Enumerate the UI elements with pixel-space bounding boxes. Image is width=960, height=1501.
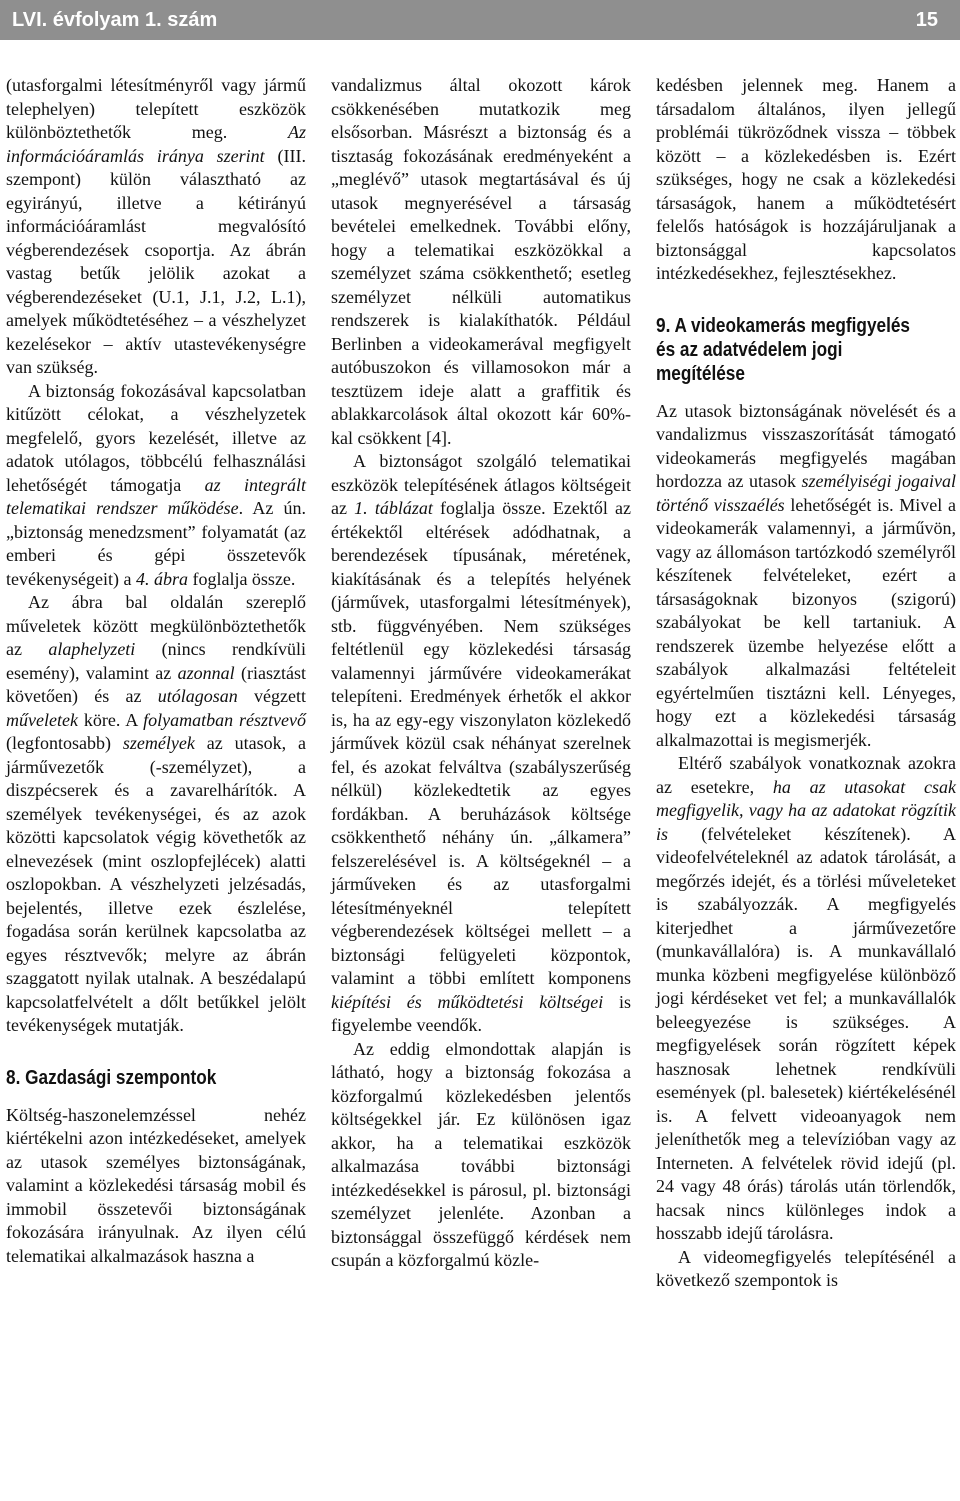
column-1 bbox=[6, 74, 306, 1268]
paragraph: Eltérő szabályok vonatkoznak azokra az esetekre, ha az utasokat csak megfigyelik, vagy ha az adatokat rögzítik is (felvételeket készítenek). A videofelvételeknél az adatok tárolását, a megőrzés idejét, és a törlési műveleteket is szabályozzák. A megfigyelés kiterjedhet a járművezetőre (munkavállalóra) is. A munkavállaló munka közbeni megfigyelése különböző jogi kérdéseket vet fel; a munkavállalók beleegyezése is szükséges. A megfigyelések során rögzített képek hasznosak lehetnek rendkívüli események (pl. balesetek) kiértékelésénél is. A felvett videoanyagok nem jeleníthetők meg a televízióban vagy az Interneten. A felvételek rövid idejű (pl. 24 vagy 48 órás) tárolás után törlendők, hacsak nincs különleges indok a hosszabb idejű tárolásra. bbox=[656, 753, 957, 1243]
page-header bbox=[0, 0, 960, 40]
column-3 bbox=[656, 74, 956, 1293]
paragraph: A biztonság fokozásával kapcsolatban kitűzött célokat, a vészhelyzetek megfelelő, gyors kezelését, illetve az adatok utólagos, többcélú felhasználási lehetőségét támogatja az integrált telematikai rendszer működése. Az ún. „biztonság menedzsment” folyamatát (az emberi és gépi összetevők tevékenységeit) a 4. ábra foglalja össze. bbox=[6, 380, 306, 589]
column-2 bbox=[331, 74, 631, 1273]
volume-label: LVI. évfolyam 1. szám bbox=[12, 9, 218, 31]
paragraph: Költség-haszonelemzéssel nehéz kiértékelni azon intézkedéseket, amelyek az utasok személyes biztonságának, valamint a közlekedési társaság mobil és immobil összetevői biztonságának fokozására irányulnak. Az ilyen célú telematikai alkalmazások haszna a bbox=[6, 1104, 306, 1266]
paragraph: vandalizmus által okozott károk csökkenésében mutatkozik meg elsősorban. Másrészt a biztonság és a tisztaság fokozásának eredményeként a „meglévő” utasok megtartásával és új utasok megnyerésével a társaság bevételei emelkednek. További előny, hogy a telematikai eszközökkal a személyzet száma csökkenthető; esetleg személyzet nélküli automatikus rendszerek is kialakíthatók. Például Berlinben a videokamerával megfigyelt autóbuszokon és villamosokon már a tesztüzem ideje alatt a graffitik és ablakkarcolások által okozott kár 60%-kal csökkent [4]. bbox=[331, 75, 631, 448]
paragraph: Az utasok biztonságának növelését és a vandalizmus visszaszorítását támogató videokamerás megfigyelés magában hordozza az utasok személyiségi jogaival történő visszaélés lehetőségét is. Mivel a videokamerák valamennyi, a járművön, vagy az állomáson tartózkodó személyről készítenek felvételeket, ezért a társaságoknak bizonyos (szigorú) szabályokat be kell tartaniuk. A rendszerek üzembe helyezése előtt a szabályok alkalmazási feltételeit egyértelműen tisztázni kell. Lényeges, hogy ezt a közlekedési társaság alkalmazottai is megismerjék. bbox=[656, 400, 957, 750]
paragraph: Az eddig elmondottak alapján is látható, hogy a biztonság fokozása a közforgalmú közlekedésben jelentős költségekkel jár. Ez különösen igaz akkor, ha a telematikai eszközök alkalmazása további biztonsági intézkedésekkel is párosul, pl. biztonsági személyzet jelenléte. Azonban a biztonsággal összefüggő kérdések nem csupán a közforgalmú közle- bbox=[331, 1038, 631, 1270]
paragraph: A biztonságot szolgáló telematikai eszközök telepítésének átlagos költségeit az 1. táblázat foglalja össze. Ezektől az értékektől eltérések adódhatnak, a berendezések típusának, méretének, kiakításának és a telepítés helyének (járművek, utasforgalmi létesítmények), stb. függvényében. Nem szükséges feltétlenül egy közlekedési társaság valamennyi járművére videokamerákat telepíteni. Eredmények érhetők el akkor is, ha az egy-egy viszonylaton közlekedő járművek közül csak néhányat szerelnek fel, és azokat felváltva (szabályszerűség nélkül) közlekedtetik az egyes fordákban. A beruházások költsége csökkenthető néhány ún. „álkamera” felszerelésével is. A költségeknél – a járműveken és az utasforgalmi létesítményeknél telepített végberendezések költségei mellett – a biztonsági felügyeleti központok, valamint a többi említett komponens kiépítési és működtetési költségei is figyelembe veendők. bbox=[331, 451, 631, 1035]
page-number: 15 bbox=[915, 9, 938, 31]
paragraph: (utasforgalmi létesítményről vagy jármű telephelyen) telepített eszközök különböztethetők meg. Az információáramlás iránya szerint (III. szempont) külön választható az egyirányú, illetve a kétirányú információáramlást megvalósító végberendezések csoportja. Az ábrán vastag betűk jelölik azokat a végberendezéseket (U.1, J.1, J.2, L.1), amelyek működtetéséhez – a vészhelyzet kezelésekor – aktív utastevékenységre van szükség. bbox=[6, 75, 306, 377]
paragraph: A videomegfigyelés telepítésénél a következő szempontok is bbox=[656, 1246, 956, 1290]
section-heading-8: 8. Gazdasági szempontok bbox=[6, 1066, 217, 1089]
section-heading-9: 9. A videokamerás megfigyelés és az adatvédelem jogi megítélése bbox=[656, 314, 910, 385]
paragraph: Az ábra bal oldalán szereplő műveletek között megkülönböztethetők az alaphelyzeti (nincs rendkívüli esemény), valamint az azonnal (riasztást követően) és az utólagosan végzett műveletek köre. A folyamatban résztvevő (legfontosabb) személyek az utasok, a járművezetők (-személyzet), a diszpécserek és a zavarelhárítók. A személyek tevékenységei, és az azok közötti kapcsolatok végig követhetők az elnevezések (mint oszlopfejlécek) alatti oszlopokban. A vészhelyzeti jelzésadás, bejelentés, illetve ezek észlelése, fogadása során kerülnek kapcsolatba az egyes résztvevők; melyre az ábrán szaggatott nyilak utalnak. A beszédalapú kapcsolatfelvételt a dőlt betűkkel jelölt tevékenységek mutatják. bbox=[6, 592, 307, 1035]
paragraph: kedésben jelennek meg. Hanem a társadalom általános, ilyen jellegű problémái tükröződnek vissza – többek között – a közlekedésben is. Ezért szükséges, hogy ne csak a közlekedési társaságok, hanem a működtetésért felelős hatóságok is hozzájáruljanak a biztonsággal kapcsolatos intézkedésekhez, fejlesztésekhez. bbox=[656, 75, 956, 283]
